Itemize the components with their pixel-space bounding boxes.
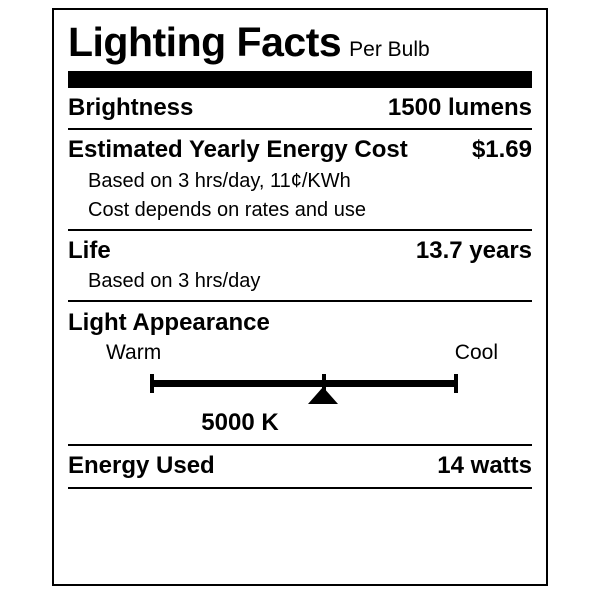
scale-tick-right xyxy=(454,374,458,393)
life-note: Based on 3 hrs/day xyxy=(88,270,261,293)
life-value: 13.7 years xyxy=(415,236,532,264)
energy-cost-value: $1.69 xyxy=(471,136,532,164)
footer-blank-space xyxy=(68,489,532,569)
brightness-row xyxy=(68,95,532,121)
life-label: Life xyxy=(68,236,111,264)
brightness-value: 1500 lumens xyxy=(387,94,532,121)
warm-label: Warm xyxy=(106,341,162,365)
life-row xyxy=(68,238,532,264)
brightness-section xyxy=(68,88,532,128)
label-title-row xyxy=(68,10,532,67)
energy-cost-row xyxy=(68,137,532,163)
brightness-label: Brightness xyxy=(68,94,194,121)
scale-line xyxy=(150,380,458,387)
warm-cool-labels xyxy=(68,337,532,365)
light-appearance-label: Light Appearance xyxy=(68,309,270,337)
cool-label: Cool xyxy=(454,341,498,365)
lighting-facts-label xyxy=(52,8,548,586)
energy-used-section xyxy=(68,446,532,486)
scale-tick-left xyxy=(150,374,154,393)
title-divider-bar xyxy=(68,71,532,88)
energy-cost-note-2: Cost depends on rates and use xyxy=(88,198,366,221)
page-title: Lighting Facts xyxy=(68,19,342,65)
color-temperature-scale xyxy=(68,371,532,407)
energy-used-label: Energy Used xyxy=(68,452,215,480)
kelvin-value: 5000 K xyxy=(201,409,279,437)
title-subtitle: Per Bulb xyxy=(349,38,430,61)
energy-used-value: 14 watts xyxy=(437,452,532,480)
scale-marker-triangle-icon xyxy=(308,387,338,404)
label-inner xyxy=(54,10,546,569)
life-section xyxy=(68,231,532,300)
energy-cost-section xyxy=(68,130,532,228)
light-appearance-section xyxy=(68,302,532,444)
energy-cost-label: Estimated Yearly Energy Cost xyxy=(68,136,408,164)
energy-used-row xyxy=(68,453,532,479)
energy-cost-note-1: Based on 3 hrs/day, 11¢/KWh xyxy=(88,169,351,192)
